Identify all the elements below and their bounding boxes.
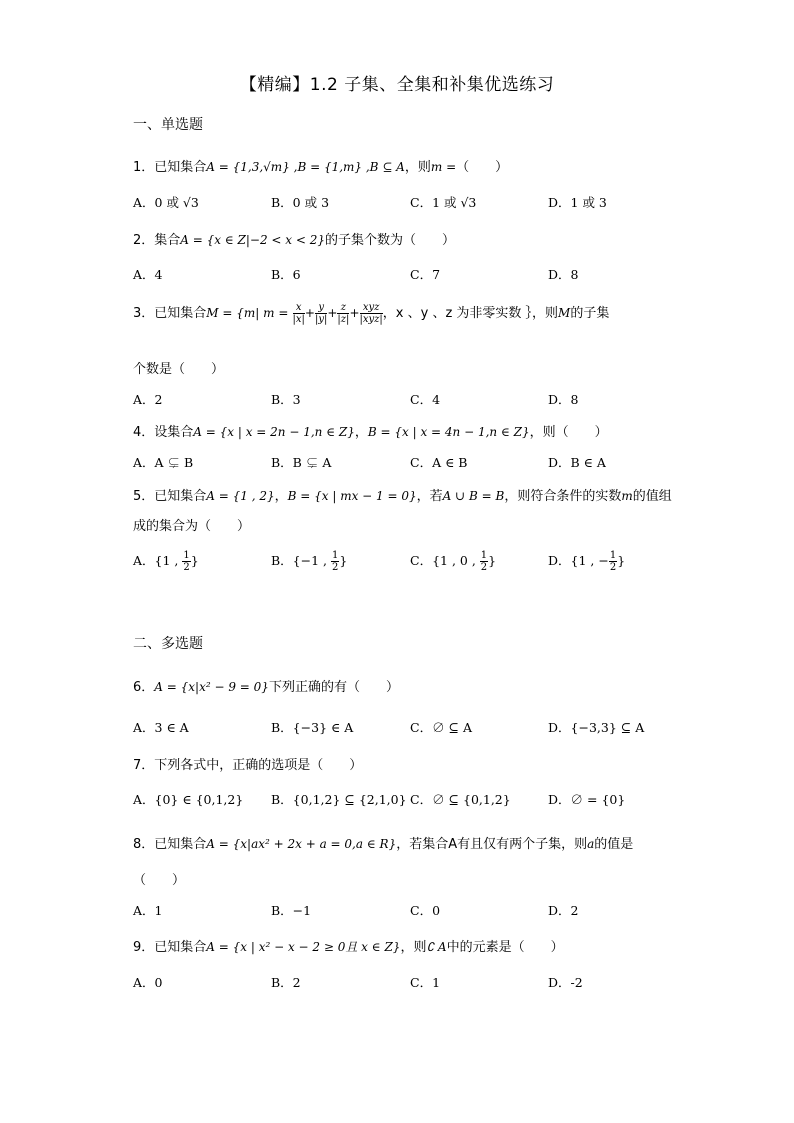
q5-math2: B = {x | mx − 1 = 0} bbox=[287, 489, 417, 503]
question-1-stem bbox=[133, 156, 508, 175]
q3-math-pre: M = {m| m = bbox=[206, 306, 289, 320]
q3-frac2-num: y bbox=[315, 302, 327, 314]
q4-sep: ， bbox=[354, 425, 368, 440]
q5-c-frac-den: 2 bbox=[480, 562, 488, 573]
q1-option-d: D．1 或 3 bbox=[548, 195, 607, 210]
q5-text-post: ，则符合条件的实数 bbox=[504, 489, 622, 504]
q3-frac4-den: |xyz| bbox=[359, 314, 383, 325]
section-heading-multi-choice: 二、多选题 bbox=[133, 636, 203, 652]
q9-text-mid: ，则 bbox=[400, 940, 427, 955]
q5-text: 5．已知集合 bbox=[133, 489, 207, 504]
q5-option-b-fraction bbox=[331, 550, 339, 573]
question-5-stem bbox=[133, 485, 672, 504]
q3-option-a: A．2 bbox=[133, 392, 163, 407]
q3-option-b: B．3 bbox=[271, 392, 301, 407]
q4-math: A = {x | x = 2n − 1,n ∈ Z} bbox=[193, 425, 355, 439]
q3-text: 3．已知集合 bbox=[133, 306, 207, 321]
q5-option-c: C．{1 , 0 , $\frac{1}{2}$ } bbox=[410, 550, 497, 573]
q7-option-c: C．∅ ⊆ {0,1,2} bbox=[410, 792, 511, 807]
q2-math: A = {x ∈ Z|−2 < x < 2} bbox=[180, 233, 326, 247]
q8-text: 8．已知集合 bbox=[133, 837, 207, 852]
q6-text: 6． bbox=[133, 680, 155, 695]
q3-fraction-xyz bbox=[360, 302, 383, 325]
q5-b-frac-num: 1 bbox=[332, 550, 339, 561]
q9-option-d: D．-2 bbox=[548, 975, 583, 990]
q1-math2: m = bbox=[430, 160, 457, 174]
q2-text: 2．集合 bbox=[133, 233, 181, 248]
q9-option-b: B．2 bbox=[271, 975, 301, 990]
q7-option-b: B．{0,1,2} ⊆ {2,1,0} bbox=[271, 792, 407, 807]
question-3-stem-line2: 个数是（ ） bbox=[133, 362, 225, 377]
q8-math2: a bbox=[587, 837, 595, 851]
q9-text: 9．已知集合 bbox=[133, 940, 207, 955]
q5-option-d-fraction bbox=[609, 550, 617, 573]
q5-option-c-text: C．{1 , 0 , bbox=[410, 553, 476, 568]
q8-option-c: C．0 bbox=[410, 903, 441, 918]
q3-frac1-num: x bbox=[293, 302, 305, 314]
q5-option-c-fraction bbox=[480, 550, 488, 573]
q3-fraction-z bbox=[337, 302, 349, 325]
question-7-stem: 7．下列各式中，正确的选项是（ ） bbox=[133, 758, 363, 773]
q8-option-d: D．2 bbox=[548, 903, 579, 918]
q1-option-c: C．1 或 √3 bbox=[410, 195, 477, 210]
q5-option-d-text: D．{1 , − bbox=[548, 553, 609, 568]
question-4-stem bbox=[133, 421, 608, 440]
q3-fraction-y bbox=[315, 302, 327, 325]
q9-text-post: 中的元素是（ ） bbox=[446, 940, 564, 955]
q5-text-mid: ，若 bbox=[416, 489, 443, 504]
q2-option-b: B．6 bbox=[271, 267, 301, 282]
q5-option-b: B．{−1 , $\frac{1}{2}$ } bbox=[271, 550, 348, 573]
q5-math3: A ∪ B = B bbox=[442, 489, 505, 503]
q5-c-frac-num: 1 bbox=[480, 550, 488, 561]
q8-math: A = {x|ax² + 2x + a = 0,a ∈ R} bbox=[206, 837, 397, 851]
q7-option-a: A．{0} ∈ {0,1,2} bbox=[133, 792, 244, 807]
q6-math: A = {x|x² − 9 = 0} bbox=[154, 680, 269, 694]
q6-option-b: B．{−3} ∈ A bbox=[271, 720, 354, 735]
q1-text: 1．已知集合 bbox=[133, 160, 207, 175]
question-3-stem: 3．已知集合M = {m| m = $\frac{x}{|x|}$ + $\frac{y}{|y|}$ + $\frac{z}{|z|}$ + $\frac{\text{xyz}}{\text{|xyz|}}$ ，x 、y 、z 为非零实数 ｝，则M的子集 bbox=[133, 302, 610, 325]
page-title: 【精编】1.2 子集、全集和补集优选练习 bbox=[239, 75, 555, 95]
q1-option-b: B．0 或 3 bbox=[271, 195, 330, 210]
q9-math2: ∁ A bbox=[426, 940, 447, 954]
q3-fraction-x bbox=[293, 302, 305, 325]
q3-frac1-den: |x| bbox=[292, 314, 305, 325]
q5-option-d: D．{1 , − $\frac{1}{2}$ } bbox=[548, 550, 626, 573]
q5-option-a: A．{1 , $\frac{1}{2}$ } bbox=[133, 550, 199, 573]
q4-math2: B = {x | x = 4n − 1,n ∈ Z} bbox=[367, 425, 530, 439]
q3-text-post: 的子集 bbox=[570, 306, 610, 321]
q4-option-a: A．A ⊊ B bbox=[133, 455, 194, 470]
q2-text-post: 的子集个数为（ ） bbox=[325, 233, 456, 248]
q3-option-c: C．4 bbox=[410, 392, 441, 407]
q5-math4: m bbox=[621, 489, 633, 503]
q4-text-post: ，则（ ） bbox=[529, 425, 608, 440]
q6-option-c: C．∅ ⊆ A bbox=[410, 720, 473, 735]
q4-option-b: B．B ⊊ A bbox=[271, 455, 332, 470]
q5-math: A = {1 , 2} bbox=[206, 489, 275, 503]
q6-text-post: 下列正确的有（ ） bbox=[268, 680, 399, 695]
q9-option-c: C．1 bbox=[410, 975, 441, 990]
q5-option-a-text: A．{1 , bbox=[133, 553, 179, 568]
q8-text-mid: ，若集合A有且仅有两个子集，则 bbox=[396, 837, 588, 852]
q4-text: 4．设集合 bbox=[133, 425, 194, 440]
q5-option-b-text: B．{−1 , bbox=[271, 553, 328, 568]
q5-sep: ， bbox=[274, 489, 288, 504]
q4-option-d: D．B ∈ A bbox=[548, 455, 606, 470]
q5-text-post2: 的值组 bbox=[632, 489, 672, 504]
q1-text-mid: ，则 bbox=[404, 160, 431, 175]
q5-d-frac-num: 1 bbox=[609, 550, 617, 561]
question-5-stem-line2: 成的集合为（ ） bbox=[133, 519, 251, 534]
q8-option-a: A．1 bbox=[133, 903, 163, 918]
q1-option-a: A．0 或 √3 bbox=[133, 195, 199, 210]
q2-option-c: C．7 bbox=[410, 267, 441, 282]
q1-math: A = {1,3,√m} ,B = {1,m} ,B ⊆ A bbox=[206, 160, 405, 174]
q8-option-b: B．−1 bbox=[271, 903, 312, 918]
q4-option-c: C．A ∈ B bbox=[410, 455, 468, 470]
q3-frac3-num: z bbox=[337, 302, 349, 314]
q6-option-a: A．3 ∈ A bbox=[133, 720, 189, 735]
q9-math: A = {x | x² − x − 2 ≥ 0且 x ∈ Z} bbox=[206, 940, 401, 954]
question-2-stem bbox=[133, 229, 455, 248]
q5-option-a-fraction bbox=[182, 550, 190, 573]
question-8-stem bbox=[133, 833, 633, 852]
q3-frac2-den: |y| bbox=[314, 314, 328, 325]
q9-option-a: A．0 bbox=[133, 975, 163, 990]
question-9-stem bbox=[133, 936, 564, 955]
q5-b-frac-den: 2 bbox=[332, 562, 339, 573]
q5-a-frac-den: 2 bbox=[183, 562, 190, 573]
q5-a-frac-num: 1 bbox=[183, 550, 190, 561]
q6-option-d: D．{−3,3} ⊆ A bbox=[548, 720, 645, 735]
q7-option-d: D．∅ = {0} bbox=[548, 792, 626, 807]
q3-text-mid: ，x 、y 、z 为非零实数 ｝，则 bbox=[382, 306, 559, 321]
q2-option-a: A．4 bbox=[133, 267, 163, 282]
q5-d-frac-den: 2 bbox=[609, 562, 617, 573]
question-8-stem-line2: （ ） bbox=[133, 873, 186, 888]
q1-text-post: （ ） bbox=[456, 160, 509, 175]
q3-math2: M bbox=[558, 306, 571, 320]
q2-option-d: D．8 bbox=[548, 267, 579, 282]
q3-frac4-num: xyz bbox=[360, 302, 383, 314]
q8-text-post: 的值是 bbox=[594, 837, 634, 852]
q3-frac3-den: |z| bbox=[337, 314, 350, 325]
q3-option-d: D．8 bbox=[548, 392, 579, 407]
section-heading-single-choice: 一、单选题 bbox=[133, 117, 203, 133]
question-6-stem bbox=[133, 676, 399, 695]
